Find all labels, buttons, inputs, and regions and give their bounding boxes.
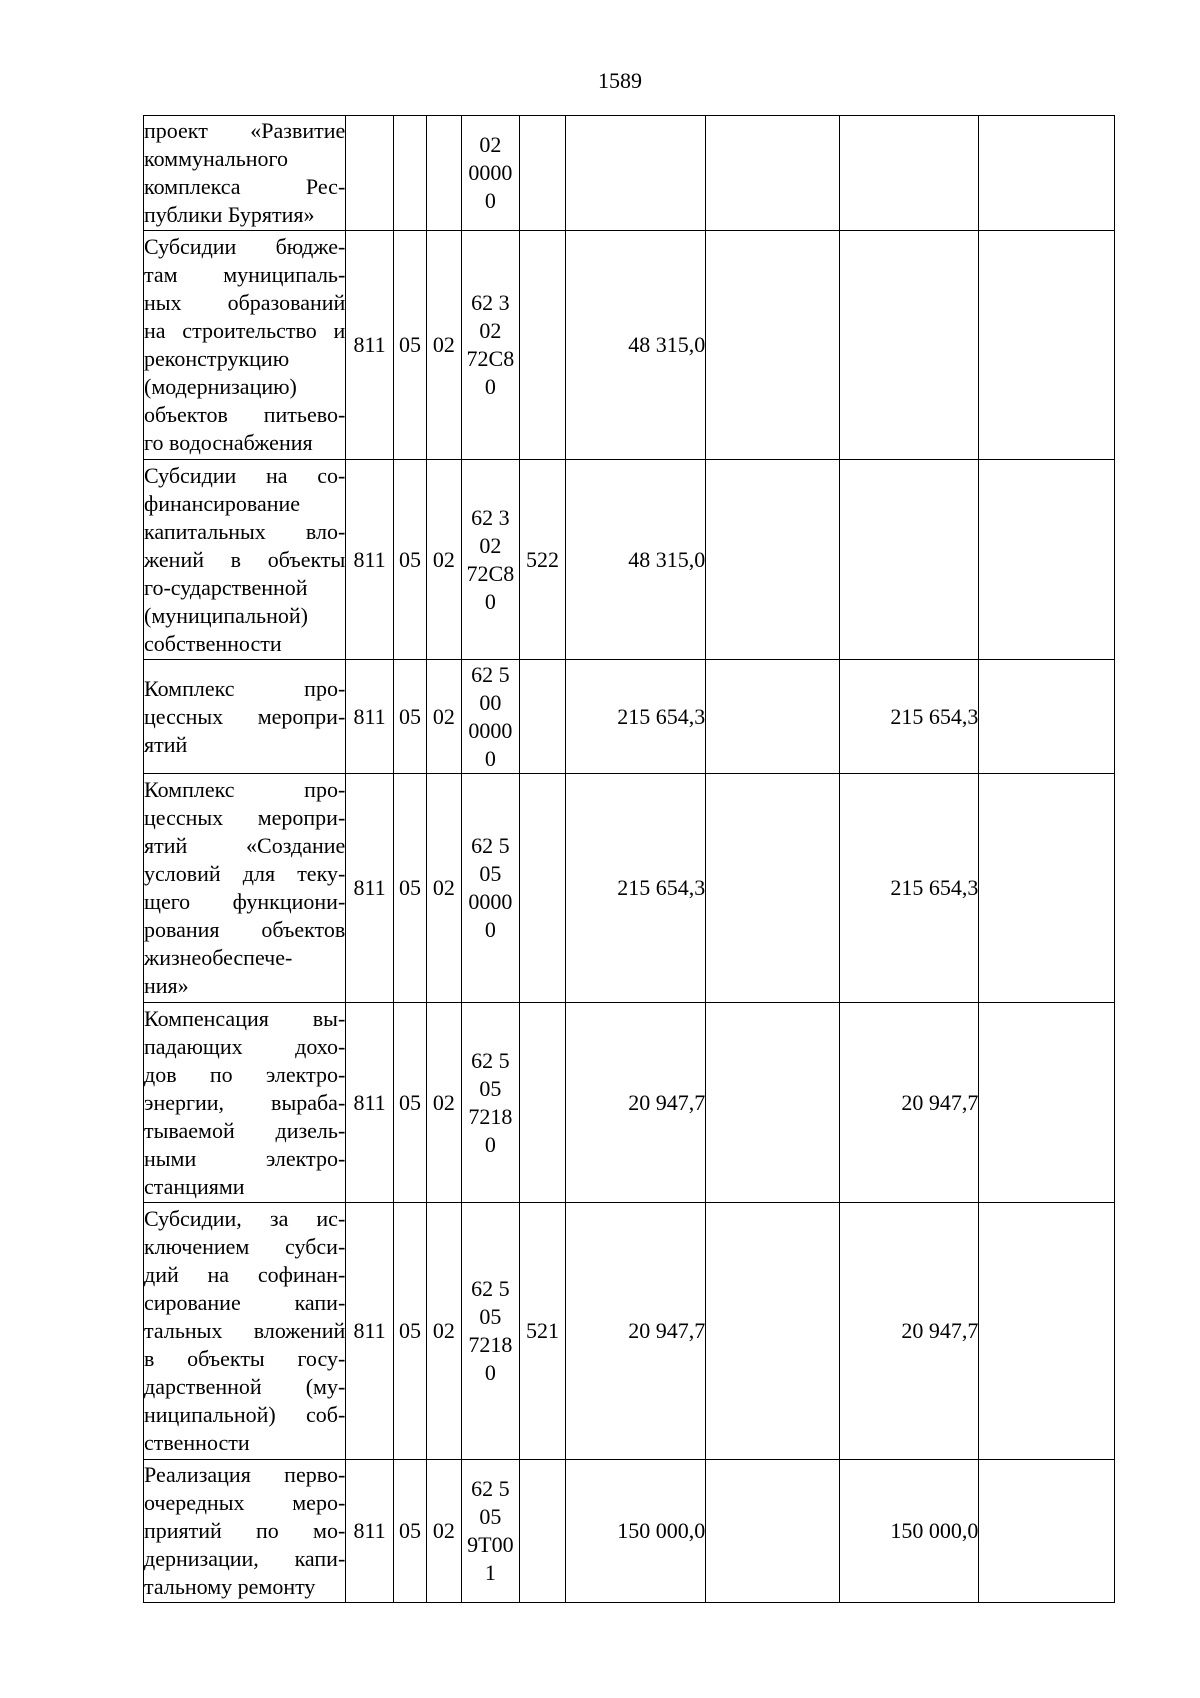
subsection-code-cell: 02: [427, 660, 461, 774]
table-row: [144, 660, 1115, 774]
target-article-cell: [461, 1003, 520, 1203]
item-name-line: Комплекс про-: [144, 777, 346, 802]
item-name-line: жений в объекты: [144, 546, 346, 572]
target-article-line: 02: [479, 318, 502, 343]
amount-cell-1: 20 947,7: [565, 1003, 706, 1203]
target-article-line: 0000: [468, 717, 513, 743]
table-row: [144, 1003, 1115, 1203]
item-name-cell: [144, 1203, 346, 1460]
target-article-line: 05: [479, 1075, 502, 1101]
amount-cell-2: [706, 460, 840, 660]
target-article-line: 05: [479, 1504, 502, 1529]
item-name-line: дий на софинан-: [144, 1262, 346, 1287]
item-name-line: приятий по мо-: [144, 1518, 346, 1543]
gov-code-cell: 811: [346, 774, 394, 1003]
section-code-cell: 05: [393, 231, 426, 460]
section-code-cell: 05: [393, 774, 426, 1003]
target-article-line: 0000: [468, 160, 513, 185]
item-name-line: дернизации, капи-: [144, 1546, 346, 1571]
item-name-line: тальному ремонту: [144, 1574, 316, 1599]
amount-cell-1: 215 654,3: [565, 774, 706, 1003]
item-name-cell: [144, 1003, 346, 1203]
item-name-line: го водоснабжения: [144, 430, 313, 455]
target-article-line: 0: [484, 374, 496, 399]
target-article-cell: [461, 774, 520, 1003]
item-name-line: станциями: [144, 1173, 245, 1199]
item-name-line: публики Бурятия»: [144, 202, 315, 227]
amount-cell-1: 20 947,7: [565, 1203, 706, 1460]
item-name-line: тальных вложений: [144, 1318, 346, 1343]
item-name-line: ключением субси-: [144, 1234, 346, 1259]
target-article-line: 0: [484, 188, 496, 213]
target-article-line: 72С8: [466, 346, 515, 371]
amount-cell-4: [979, 231, 1115, 460]
item-name-line: Комплекс про-: [144, 675, 346, 701]
section-code-cell: 05: [393, 1460, 426, 1603]
item-name-line: реконструкцию: [144, 346, 290, 371]
amount-cell-4: [979, 774, 1115, 1003]
target-article-line: 62 5: [471, 1276, 510, 1301]
target-article-line: 62 5: [471, 1047, 510, 1073]
amount-cell-3: 150 000,0: [839, 1460, 979, 1603]
target-article-cell: [461, 1203, 520, 1460]
amount-cell-2: [706, 1003, 840, 1203]
target-article-line: 62 5: [471, 661, 510, 687]
item-name-line: проект «Развитие: [144, 118, 346, 143]
target-article-cell: [461, 1460, 520, 1603]
target-article-line: 05: [479, 1304, 502, 1329]
item-name-line: щего функциони-: [144, 889, 346, 914]
target-article-line: 7218: [468, 1103, 513, 1129]
item-name-line: собственности: [144, 630, 282, 656]
amount-cell-1: 150 000,0: [565, 1460, 706, 1603]
target-article-line: 02: [479, 532, 502, 558]
amount-cell-1: 48 315,0: [565, 460, 706, 660]
table-row: [144, 774, 1115, 1003]
item-name-cell: [144, 116, 346, 231]
target-article-line: 0: [484, 745, 496, 771]
item-name-line: жизнеобеспече-: [144, 945, 293, 970]
item-name-line: Субсидии на со-: [144, 462, 346, 488]
expense-type-cell: 521: [520, 1203, 566, 1460]
target-article-cell: [461, 116, 520, 231]
item-name-line: (муниципальной): [144, 602, 308, 628]
item-name-line: на строительство и: [144, 318, 346, 343]
subsection-code-cell: 02: [427, 1203, 461, 1460]
target-article-line: 0: [484, 1360, 496, 1385]
target-article-cell: [461, 660, 520, 774]
expense-type-cell: [520, 116, 566, 231]
amount-cell-3: 215 654,3: [839, 660, 979, 774]
subsection-code-cell: 02: [427, 1003, 461, 1203]
subsection-code-cell: 02: [427, 460, 461, 660]
target-article-line: 62 5: [471, 1476, 510, 1501]
amount-cell-2: [706, 774, 840, 1003]
gov-code-cell: 811: [346, 460, 394, 660]
item-name-line: ятий «Создание: [144, 833, 346, 858]
amount-cell-3: [839, 231, 979, 460]
target-article-line: 0: [484, 917, 496, 942]
item-name-line: Реализация перво-: [144, 1462, 346, 1487]
item-name-line: Субсидии, за ис-: [144, 1206, 346, 1231]
amount-cell-4: [979, 1203, 1115, 1460]
item-name-line: в объекты госу-: [144, 1346, 346, 1371]
subsection-code-cell: 02: [427, 1460, 461, 1603]
target-article-line: 1: [484, 1560, 496, 1585]
item-name-line: комплекса Рес-: [144, 174, 346, 199]
item-name-line: финансирование: [144, 490, 301, 516]
item-name-line: очередных меро-: [144, 1490, 346, 1515]
expense-type-cell: [520, 231, 566, 460]
item-name-cell: [144, 660, 346, 774]
expense-type-cell: [520, 774, 566, 1003]
item-name-line: условий для теку-: [144, 861, 346, 886]
table-row: [144, 231, 1115, 460]
subsection-code-cell: 02: [427, 231, 461, 460]
expense-type-cell: [520, 1460, 566, 1603]
target-article-line: 0000: [468, 889, 513, 914]
section-code-cell: 05: [393, 1203, 426, 1460]
amount-cell-3: [839, 116, 979, 231]
section-code-cell: [393, 116, 426, 231]
subsection-code-cell: 02: [427, 774, 461, 1003]
target-article-line: 62 5: [471, 833, 510, 858]
target-article-line: 62 3: [471, 290, 510, 315]
item-name-line: ными электро-: [144, 1145, 346, 1171]
item-name-line: энергии, выраба-: [144, 1089, 346, 1115]
item-name-line: ственности: [144, 1430, 250, 1455]
item-name-line: объектов питьево-: [144, 402, 346, 427]
gov-code-cell: [346, 116, 394, 231]
amount-cell-2: [706, 116, 840, 231]
item-name-line: Компенсация вы-: [144, 1005, 346, 1031]
target-article-line: 7218: [468, 1332, 513, 1357]
amount-cell-2: [706, 231, 840, 460]
target-article-line: 00: [479, 689, 502, 715]
gov-code-cell: 811: [346, 1203, 394, 1460]
target-article-line: 0: [484, 588, 496, 614]
expense-type-cell: [520, 1003, 566, 1203]
item-name-line: там муниципаль-: [144, 262, 346, 287]
item-name-cell: [144, 231, 346, 460]
gov-code-cell: 811: [346, 660, 394, 774]
target-article-cell: [461, 460, 520, 660]
item-name-cell: [144, 1460, 346, 1603]
target-article-line: 62 3: [471, 504, 510, 530]
amount-cell-2: [706, 1460, 840, 1603]
item-name-line: дов по электро-: [144, 1061, 346, 1087]
item-name-line: сирование капи-: [144, 1290, 346, 1315]
item-name-line: го-сударственной: [144, 574, 308, 600]
target-article-line: 05: [479, 861, 502, 886]
item-name-line: дарственной (му-: [144, 1374, 346, 1399]
amount-cell-1: [565, 116, 706, 231]
target-article-line: 72С8: [466, 560, 515, 586]
item-name-line: ных образований: [144, 290, 346, 315]
amount-cell-4: [979, 1460, 1115, 1603]
target-article-cell: [461, 231, 520, 460]
item-name-line: коммунального: [144, 146, 288, 171]
item-name-line: Субсидии бюдже-: [144, 234, 346, 259]
section-code-cell: 05: [393, 660, 426, 774]
item-name-line: капитальных вло-: [144, 518, 346, 544]
gov-code-cell: 811: [346, 1460, 394, 1603]
table-row: [144, 1203, 1115, 1460]
amount-cell-2: [706, 660, 840, 774]
item-name-cell: [144, 774, 346, 1003]
item-name-cell: [144, 460, 346, 660]
item-name-line: цессных меропри-: [144, 805, 346, 830]
amount-cell-2: [706, 1203, 840, 1460]
table-body: [144, 116, 1115, 1603]
section-code-cell: 05: [393, 460, 426, 660]
page-number: 1589: [598, 68, 642, 93]
item-name-line: ния»: [144, 973, 189, 998]
expense-type-cell: [520, 660, 566, 774]
amount-cell-1: 215 654,3: [565, 660, 706, 774]
gov-code-cell: 811: [346, 231, 394, 460]
budget-table: [143, 115, 1115, 1603]
amount-cell-4: [979, 660, 1115, 774]
target-article-line: 9Т00: [467, 1532, 514, 1557]
amount-cell-3: 215 654,3: [839, 774, 979, 1003]
item-name-line: ятий: [144, 731, 188, 757]
item-name-line: падающих дохо-: [144, 1033, 346, 1059]
table-row: [144, 460, 1115, 660]
amount-cell-3: 20 947,7: [839, 1003, 979, 1203]
item-name-line: цессных меропри-: [144, 703, 346, 729]
amount-cell-3: 20 947,7: [839, 1203, 979, 1460]
expense-type-cell: 522: [520, 460, 566, 660]
table-row: [144, 116, 1115, 231]
item-name-line: ниципальной) соб-: [144, 1402, 346, 1427]
gov-code-cell: 811: [346, 1003, 394, 1203]
amount-cell-3: [839, 460, 979, 660]
amount-cell-4: [979, 116, 1115, 231]
table-row: [144, 1460, 1115, 1603]
target-article-line: 02: [479, 132, 502, 157]
amount-cell-4: [979, 460, 1115, 660]
target-article-line: 0: [484, 1131, 496, 1157]
item-name-line: тываемой дизель-: [144, 1117, 346, 1143]
item-name-line: рования объектов: [144, 917, 346, 942]
subsection-code-cell: [427, 116, 461, 231]
section-code-cell: 05: [393, 1003, 426, 1203]
amount-cell-4: [979, 1003, 1115, 1203]
amount-cell-1: 48 315,0: [565, 231, 706, 460]
item-name-line: (модернизацию): [144, 374, 297, 399]
